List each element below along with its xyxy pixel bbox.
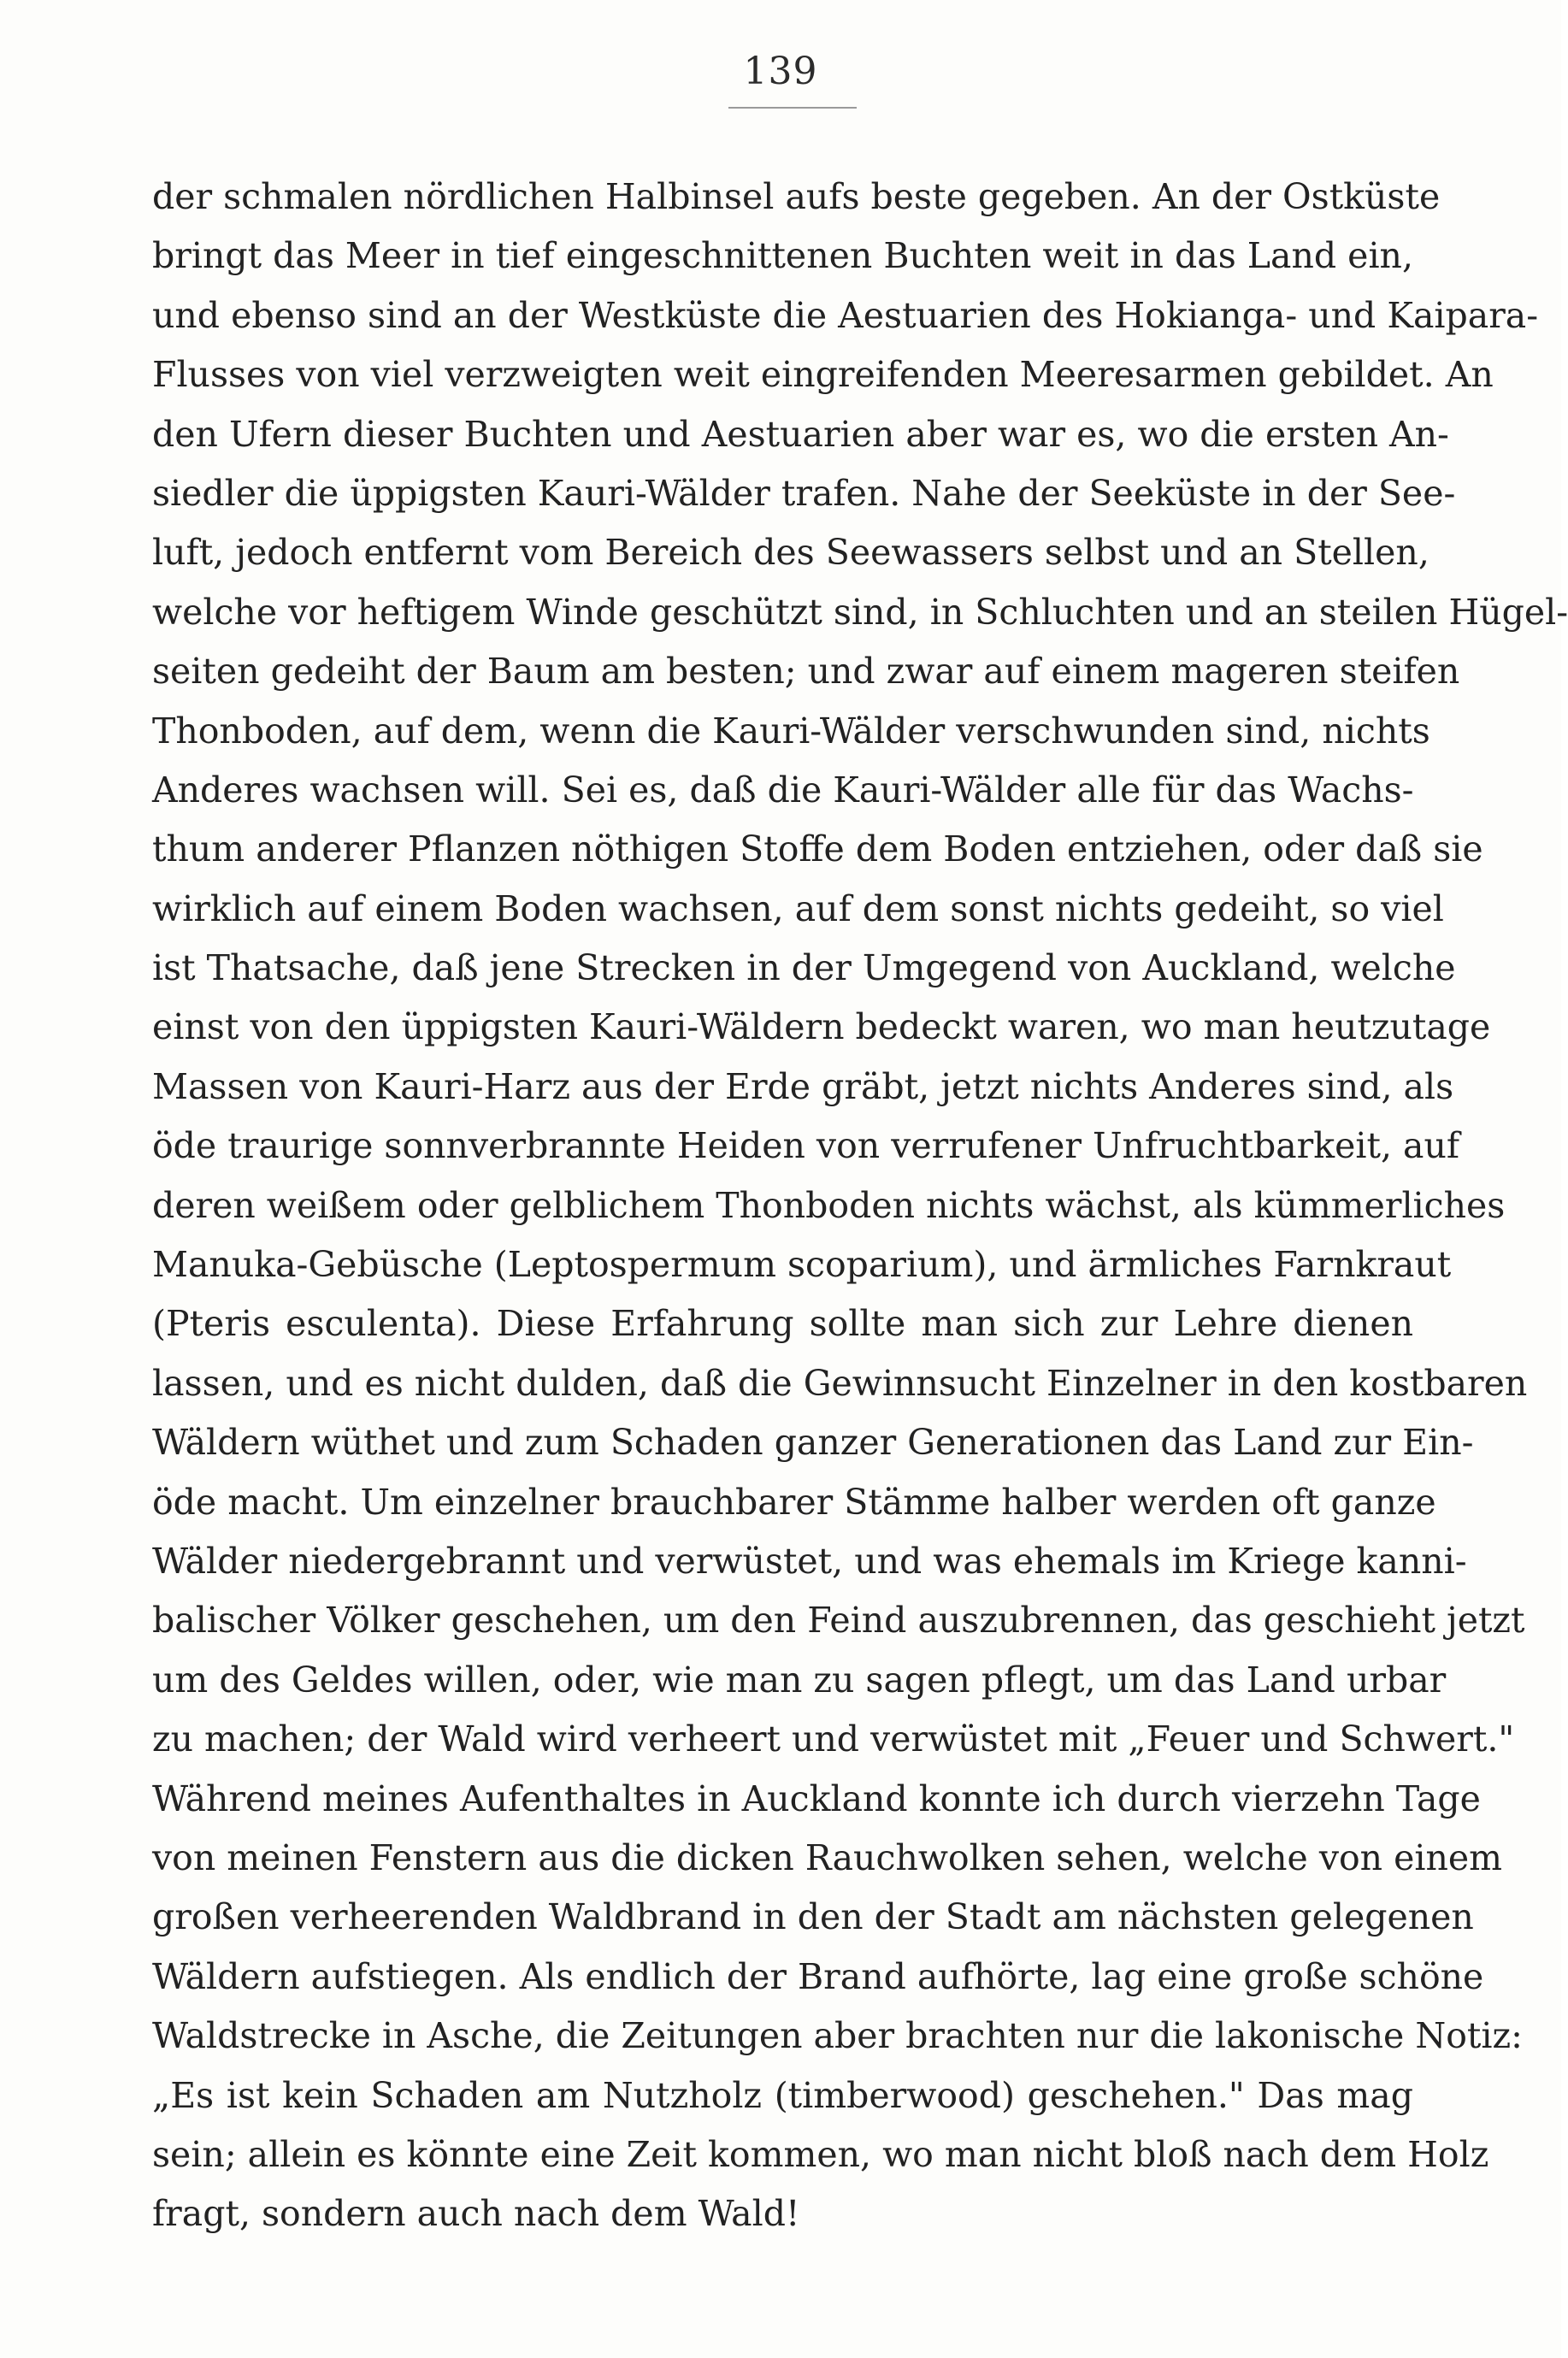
text-line: thum anderer Pflanzen nöthigen Stoffe dem Boden entziehen, oder daß sie: [152, 828, 1483, 870]
text-line: wirklich auf einem Boden wachsen, auf dem sonst nichts gedeiht, so viel: [152, 887, 1444, 929]
text-line: Massen von Kauri-Harz aus der Erde gräbt, jetzt nichts Anderes sind, als: [152, 1065, 1454, 1107]
text-line: von meinen Fenstern aus die dicken Rauchwolken sehen, welche von einem: [152, 1836, 1503, 1878]
text-line: der schmalen nördlichen Halbinsel aufs beste gegeben. An der Ostküste: [152, 176, 1441, 217]
text-line: seiten gedeiht der Baum am besten; und zwar auf einem mageren steifen: [152, 651, 1460, 693]
text-line: welche vor heftigem Winde geschützt sind, in Schluchten und an steilen Hügel-: [152, 591, 1568, 633]
text-line: deren weißem oder gelblichem Thonboden nichts wächst, als kümmerliches: [152, 1184, 1506, 1226]
text-line: „Es ist kein Schaden am Nutzholz (timberwood) geschehen." Das mag: [152, 2074, 1413, 2116]
text-line: Manuka-Gebüsche (Leptospermum scoparium), und ärmliches Farnkraut: [152, 1244, 1452, 1286]
text-line: und ebenso sind an der Westküste die Aestuarien des Hokianga- und Kaipara-: [152, 294, 1539, 336]
text-line: Flusses von viel verzweigten weit eingreifenden Meeresarmen gebildet. An: [152, 354, 1494, 396]
text-line: balischer Völker geschehen, um den Feind auszubrennen, das geschieht jetzt: [152, 1600, 1525, 1642]
header-rule: [728, 107, 857, 109]
text-line: siedler die üppigsten Kauri-Wälder trafen. Nahe der Seeküste in der See-: [152, 472, 1456, 514]
text-line: Während meines Aufenthaltes in Auckland konnte ich durch vierzehn Tage: [152, 1777, 1481, 1819]
text-line: öde macht. Um einzelner brauchbarer Stämme halber werden oft ganze: [152, 1481, 1436, 1523]
text-line: Waldstrecke in Asche, die Zeitungen aber brachten nur die lakonische Notiz:: [152, 2015, 1523, 2057]
text-line: sein; allein es könnte eine Zeit kommen, wo man nicht bloß nach dem Holz: [152, 2133, 1489, 2175]
text-line: Wäldern wüthet und zum Schaden ganzer Generationen das Land zur Ein-: [152, 1422, 1474, 1464]
text-line: fragt, sondern auch nach dem Wald!: [152, 2193, 800, 2235]
text-line: (Pteris esculenta). Diese Erfahrung sollte man sich zur Lehre dienen: [152, 1303, 1413, 1345]
text-line: Thonboden, auf dem, wenn die Kauri-Wälder verschwunden sind, nichts: [152, 710, 1430, 752]
text-line: großen verheerenden Waldbrand in den der Stadt am nächsten gelegenen: [152, 1896, 1474, 1938]
text-line: um des Geldes willen, oder, wie man zu sagen pflegt, um das Land urbar: [152, 1659, 1447, 1701]
text-line: Wälder niedergebrannt und verwüstet, und was ehemals im Kriege kanni-: [152, 1540, 1467, 1582]
text-line: bringt das Meer in tief eingeschnittenen Buchten weit in das Land ein,: [152, 235, 1413, 277]
text-line: den Ufern dieser Buchten und Aestuarien aber war es, wo die ersten An-: [152, 413, 1449, 455]
text-line: einst von den üppigsten Kauri-Wäldern bedeckt waren, wo man heutzutage: [152, 1006, 1491, 1048]
page-number: 139: [743, 50, 818, 93]
text-line: öde traurige sonnverbrannte Heiden von verrufener Unfruchtbarkeit, auf: [152, 1125, 1460, 1167]
text-line: luft, jedoch entfernt vom Bereich des Seewassers selbst und an Stellen,: [152, 532, 1429, 574]
text-line: Anderes wachsen will. Sei es, daß die Kauri-Wälder alle für das Wachs-: [152, 769, 1414, 811]
text-line: lassen, und es nicht dulden, daß die Gewinnsucht Einzelner in den kostbaren: [152, 1362, 1528, 1404]
text-line: ist Thatsache, daß jene Strecken in der Umgegend von Auckland, welche: [152, 947, 1456, 989]
text-line: Wäldern aufstiegen. Als endlich der Brand aufhörte, lag eine große schöne: [152, 1955, 1484, 1997]
body-text: [152, 168, 1568, 2244]
text-line: zu machen; der Wald wird verheert und verwüstet mit „Feuer und Schwert.": [152, 1718, 1515, 1760]
